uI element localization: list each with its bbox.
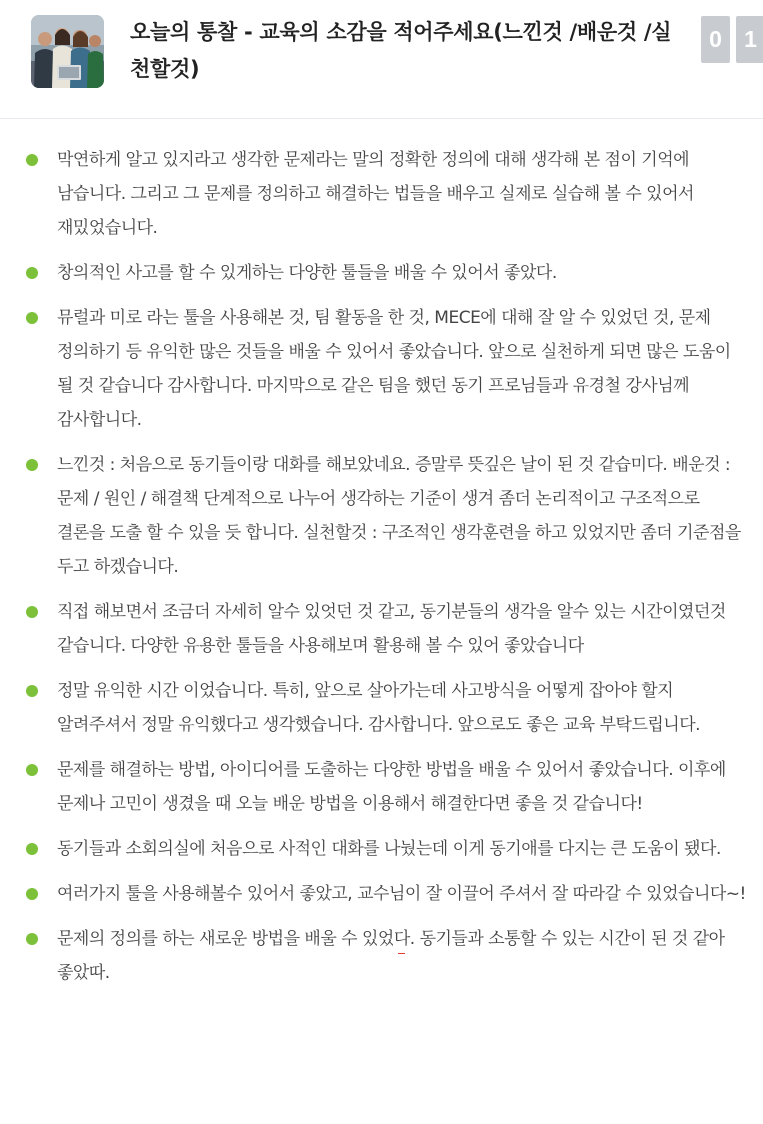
response-text: 여러가지 툴을 사용해볼수 있어서 좋았고, 교수님이 잘 이끌어 주셔서 잘 따라갈 수 있었습니다~! [57, 884, 746, 904]
response-text: 정말 유익한 시간 이었습니다. 특히, 앞으로 살아가는데 사고방식을 어떻게 잡아야 할지 알려주셔서 정말 유익했다고 생각했습니다. 감사합니다. 앞으로도 좋은 교육 부탁드립니다. [57, 681, 701, 735]
response-text: 막연하게 알고 있지라고 생각한 문제라는 말의 정확한 정의에 대해 생각해 본 점이 기억에 남습니다. 그리고 그 문제를 정의하고 해결하는 법들을 배우고 실제로 실습해 볼 수 있어서 재밌었습니다. [57, 150, 694, 238]
question-title: 오늘의 통찰 - 교육의 소감을 적어주세요(느낀것 /배운것 /실천할것) [130, 20, 672, 81]
response-item [0, 448, 763, 584]
response-text: 창의적인 사고를 할 수 있게하는 다양한 툴들을 배울 수 있어서 좋았다. [57, 263, 557, 283]
response-text: 문제를 해결하는 방법, 아이디어를 도출하는 다양한 방법을 배울 수 있어서 좋았습니다. 이후에 문제나 고민이 생겼을 때 오늘 배운 방법을 이용해서 해결한다면 좋을 것 같습니다! [57, 760, 726, 814]
response-text: 문제의 정의를 하는 새로운 방법을 배울 수 있었다. 동기들과 소통할 수 있는 시간이 된 것 같아 좋았따. [57, 929, 725, 983]
bullet-dot-icon [26, 764, 38, 776]
response-item [0, 832, 763, 866]
counter-digit: 1 [736, 16, 763, 63]
bullet-dot-icon [26, 843, 38, 855]
response-text: 직접 해보면서 조금더 자세히 알수 있엇던 것 같고, 동기분들의 생각을 알수 있는 시간이였던것 같습니다. 다양한 유용한 툴들을 사용해보며 활용해 볼 수 있어 좋았습니다 [57, 602, 726, 656]
response-item [0, 674, 763, 742]
bullet-dot-icon [26, 933, 38, 945]
response-text: 뮤럴과 미로 라는 툴을 사용해본 것, 팀 활동을 한 것, MECE에 대해 잘 알 수 있었던 것, 문제 정의하기 등 유익한 많은 것들을 배울 수 있어서 좋았습니다. 앞으로 실천하게 되면 많은 도움이 될 것 같습니다 감사합니다. 마지막으로 같은 팀을 했던 동기 프로님들과 유경철 강사님께 감사합니다. [57, 308, 731, 430]
bullet-dot-icon [26, 888, 38, 900]
response-text: 느낀것 : 처음으로 동기들이랑 대화를 해보았네요. 증말루 뜻깊은 날이 된 것 같습미다. 배운것 : 문제 / 원인 / 해결책 단계적으로 나누어 생각하는 기준이 생겨 좀더 논리적이고 구조적으로 결론을 도출 할 수 있을 듯 합니다. 실천할것 : 구조적인 생각훈련을 하고 있었지만 좀더 기준점을 두고 하겠습니다. [57, 455, 741, 577]
response-item [0, 595, 763, 663]
response-item [0, 256, 763, 290]
response-counter [701, 16, 763, 63]
bullet-dot-icon [26, 267, 38, 279]
bullet-dot-icon [26, 154, 38, 166]
bullet-dot-icon [26, 459, 38, 471]
bullet-dot-icon [26, 312, 38, 324]
response-item [0, 877, 763, 911]
question-thumbnail [31, 15, 104, 88]
red-dash-mark [398, 953, 405, 954]
counter-digit: 0 [701, 16, 730, 63]
bullet-dot-icon [26, 685, 38, 697]
response-item [0, 143, 763, 245]
response-item [0, 301, 763, 437]
response-list [0, 143, 763, 1001]
response-text: 동기들과 소회의실에 처음으로 사적인 대화를 나눴는데 이게 동기애를 다지는 큰 도움이 됐다. [57, 839, 721, 859]
question-header [0, 0, 763, 119]
bullet-dot-icon [26, 606, 38, 618]
response-item [0, 753, 763, 821]
response-item [0, 922, 763, 990]
